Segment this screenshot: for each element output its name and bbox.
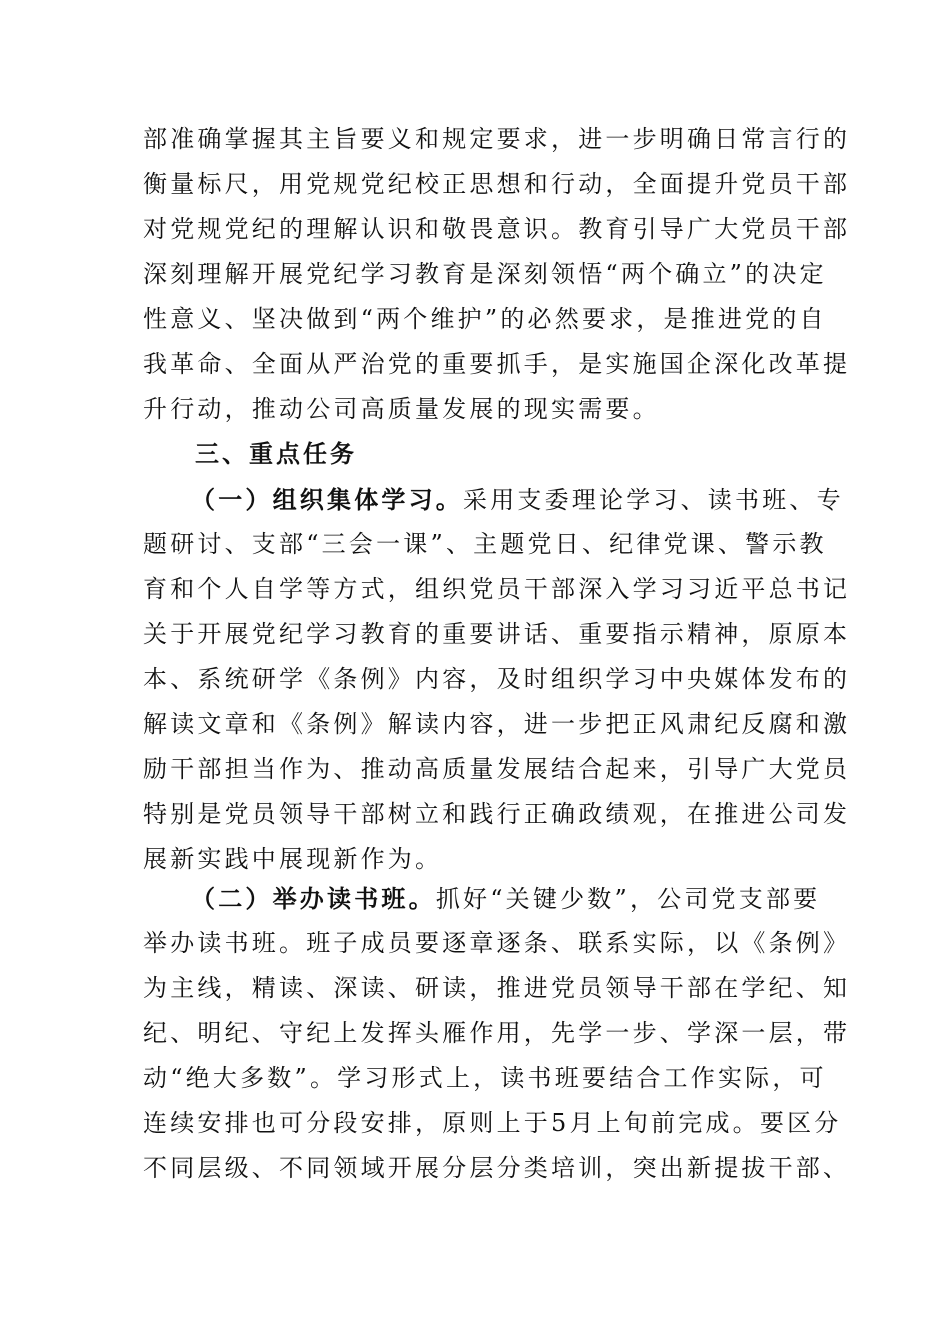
text-line: 为主线，精读、深读、研读，推进党员领导干部在学纪、知 bbox=[143, 974, 851, 1002]
text-line: 题研讨、支部“三会一课”、主题党日、纪律党课、警示教 bbox=[143, 530, 827, 558]
text-line: 展新实践中展现新作为。 bbox=[143, 845, 443, 873]
text-line: 我革命、全面从严治党的重要抓手，是实施国企深化改革提 bbox=[143, 350, 851, 378]
item-lead-rest: 采用支委理论学习、读书班、专 bbox=[463, 486, 844, 514]
text-line-first bbox=[143, 876, 821, 921]
text-line: 衡量标尺，用党规党纪校正思想和行动，全面提升党员干部 bbox=[143, 170, 851, 198]
text-line: 解读文章和《条例》解读内容，进一步把正风肃纪反腐和激 bbox=[143, 710, 851, 738]
text-line: 动“绝大多数”。学习形式上，读书班要结合工作实际，可 bbox=[143, 1064, 827, 1092]
text-line-first bbox=[143, 477, 844, 522]
text-line: 深刻理解开展党纪学习教育是深刻领悟“两个确立”的决定 bbox=[143, 260, 827, 288]
text-line: 本、系统研学《条例》内容，及时组织学习中央媒体发布的 bbox=[143, 665, 851, 693]
item-lead-title: （二）举办读书班。 bbox=[191, 884, 436, 913]
text-line: 举办读书班。班子成员要逐章逐条、联系实际，以《条例》 bbox=[143, 929, 851, 957]
paragraph-reading-class bbox=[143, 876, 851, 1191]
item-lead-title: （一）组织集体学习。 bbox=[191, 485, 463, 514]
text-line: 育和个人自学等方式，组织党员干部深入学习习近平总书记 bbox=[143, 575, 851, 603]
text-line: 励干部担当作为、推动高质量发展结合起来，引导广大党员 bbox=[143, 755, 851, 783]
text-line: 部准确掌握其主旨要义和规定要求，进一步明确日常言行的 bbox=[143, 125, 851, 153]
text-line: 不同层级、不同领域开展分层分类培训，突出新提拔干部、 bbox=[143, 1154, 851, 1182]
paragraph-collective-study bbox=[143, 477, 851, 882]
text-line: 对党规党纪的理解认识和敬畏意识。教育引导广大党员干部 bbox=[143, 215, 851, 243]
paragraph-purpose bbox=[143, 117, 851, 432]
text-line: 连续安排也可分段安排，原则上于5月上旬前完成。要区分 bbox=[143, 1109, 842, 1137]
text-line: 性意义、坚决做到“两个维护”的必然要求，是推进党的自 bbox=[143, 305, 827, 333]
text-line: 关于开展党纪学习教育的重要讲话、重要指示精神，原原本 bbox=[143, 620, 851, 648]
item-lead-rest: 抓好“关键少数”，公司党支部要 bbox=[435, 885, 821, 913]
text-line: 纪、明纪、守纪上发挥头雁作用，先学一步、学深一层，带 bbox=[143, 1019, 851, 1047]
text-line: 特别是党员领导干部树立和践行正确政绩观，在推进公司发 bbox=[143, 800, 851, 828]
section-heading: 三、重点任务 bbox=[195, 440, 357, 468]
text-line: 升行动，推动公司高质量发展的现实需要。 bbox=[143, 395, 660, 423]
